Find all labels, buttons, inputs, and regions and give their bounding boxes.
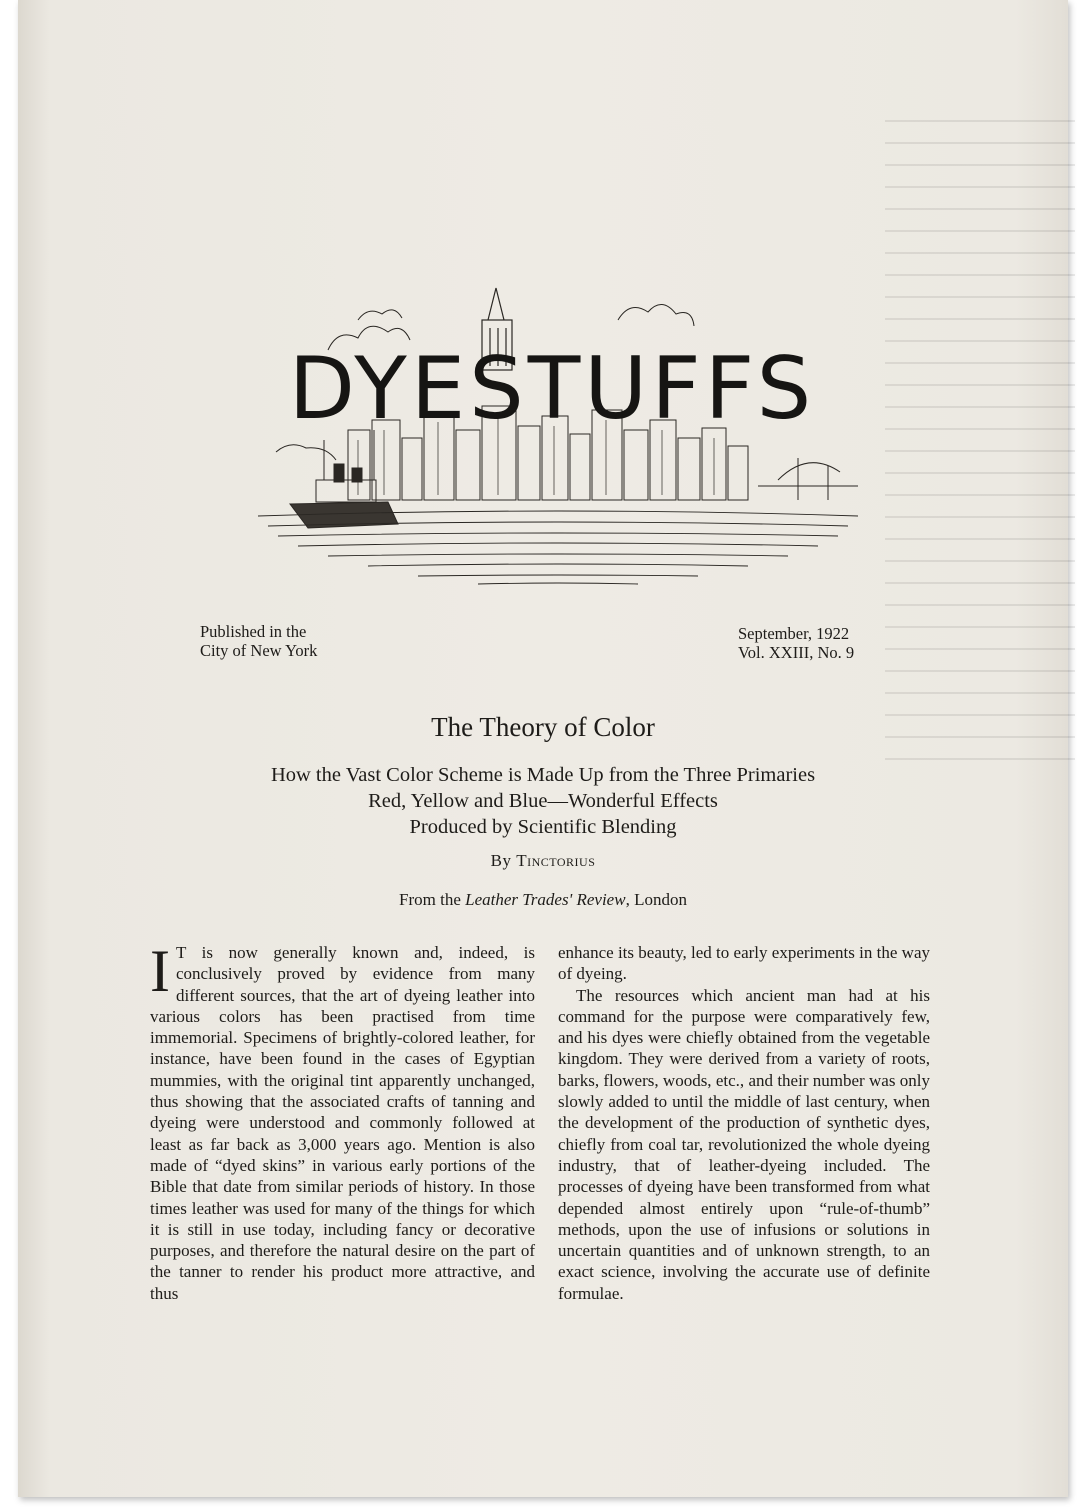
article-column-right [558,942,930,1304]
publication-place-line1: Published in the [200,622,307,641]
source-suffix: , London [625,890,687,909]
paragraph-continuation: enhance its beauty, led to early experiments in the way of dyeing. [558,943,930,984]
article-paragraph [150,938,535,1304]
article-paragraph: The resources which ancient man had at his command for the purpose were comparatively few, and his dyes were chiefly obtained from the vegetable kingdom. They were derived from a variety of roots, barks, flowers, woods, etc., and their number was only slowly added to until the middle of last century, when the development of the production of synthetic dyes, chiefly from coal tar, revolutionized the whole dyeing industry, that of leather-dyeing included. The processes of dyeing have been transformed from what depended almost entirely upon “rule-of-thumb” methods, upon the use of infusions or solutions in uncertain quantities and of unknown strength, to an exact science, involving the accurate use of definite formulae. [558,985,930,1303]
publication-issue [738,624,854,662]
article-subtitle [0,762,1086,840]
publication-place [200,622,317,660]
skyline-illustration [238,280,858,610]
source-title: Leather Trades' Review [465,890,626,909]
byline [0,851,1086,871]
subtitle-line: How the Vast Color Scheme is Made Up from the Three Primaries [270,764,816,786]
article-column-left [150,938,535,1304]
byline-prefix: By [490,851,512,870]
paragraph-body: T is now generally known and, indeed, is conclusively proved by evidence from many different sources, that the art of dyeing leather into various colors has been practised from time immemorial. Specimens of brightly-colored leather, for instance, have been found in the cases of Egyptian mummies, with the original tint apparently unchanged, thus showing that the associated crafts of tanning and dyeing were understood and commonly followed at least as far back as 3,000 years ago. Mention is also made of “dyed skins” in various early portions of the Bible that date from similar periods of history. In those times leather was used for many of the things for which it is still in use today, including fancy or decorative purposes, and therefore the natural desire on the part of the tanner to render his product more attractive, and thus [150,943,535,1303]
source-prefix: From the [399,890,461,909]
article-title: The Theory of Color [431,712,655,742]
subtitle-line: Red, Yellow and Blue—Wonderful Effects [368,790,718,812]
publication-place-line2: City of New York [200,641,318,660]
author-name: Tinctorius [516,851,596,870]
bleed-through-shadow [885,120,1075,760]
publication-date: September, 1922 [738,624,850,643]
subtitle-line: Produced by Scientific Blending [409,816,677,838]
masthead [238,280,858,610]
masthead-title: DYESTUFFS [288,339,816,439]
drop-cap: I [150,938,170,1004]
source-credit [0,890,1086,910]
publication-volume: Vol. XXIII, No. 9 [738,643,855,662]
